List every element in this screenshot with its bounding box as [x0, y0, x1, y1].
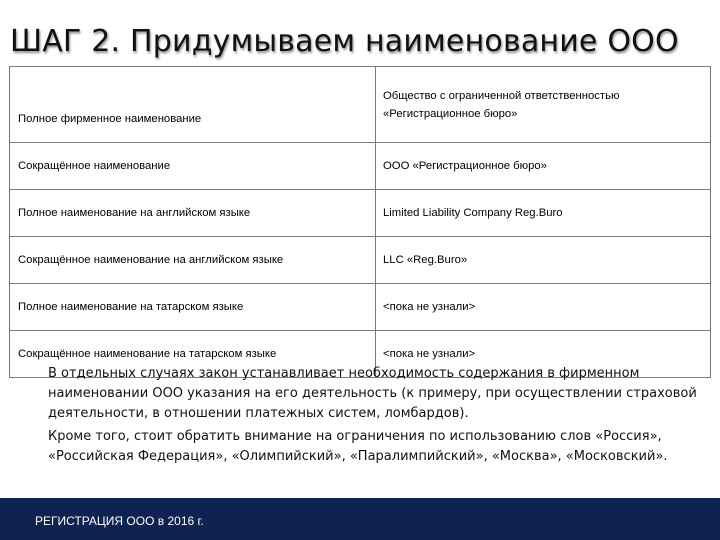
- row-label: Сокращённое наименование на английском языке: [10, 237, 376, 284]
- row-label: Полное наименование на английском языке: [10, 190, 376, 237]
- table-row: [10, 143, 711, 190]
- row-value: [376, 67, 711, 143]
- slide-title: ШАГ 2. Придумываем наименование ООО: [10, 24, 679, 59]
- notes-block: [48, 364, 716, 470]
- table-row: [10, 284, 711, 331]
- note-paragraph: В отдельных случаях закон устанавливает необходимость содержания в фирменном наименовании ООО указания на его деятельность (к примеру, при осуществлении страховой деятельности, в отношении платежных систем, ломбардов).: [48, 366, 697, 421]
- note-paragraph: Кроме того, стоит обратить внимание на ограничения по использованию слов «Россия», «Российская Федерация», «Олимпийский», «Паралимпийский», «Москва», «Московский».: [48, 429, 668, 464]
- row-value: <пока не узнали>: [376, 331, 711, 378]
- footer-text: РЕГИСТРАЦИЯ ООО в 2016 г.: [35, 514, 204, 528]
- table-row: [10, 190, 711, 237]
- footer-bar: [0, 498, 720, 540]
- row-value: ООО «Регистрационное бюро»: [376, 143, 711, 190]
- row-label: Полное фирменное наименование: [10, 67, 376, 143]
- table-row: [10, 67, 711, 143]
- row-label: Полное наименование на татарском языке: [10, 284, 376, 331]
- row-value-line: «Регистрационное бюро»: [383, 107, 518, 120]
- row-value: LLC «Reg.Buro»: [376, 237, 711, 284]
- row-label: Сокращённое наименование: [10, 143, 376, 190]
- row-value: <пока не узнали>: [376, 284, 711, 331]
- company-names-table: [9, 66, 711, 378]
- row-value-line: Общество с ограниченной ответственностью: [383, 89, 620, 102]
- table-row: [10, 237, 711, 284]
- row-label: Сокращённое наименование на татарском языке: [10, 331, 376, 378]
- row-value: Limited Liability Company Reg.Buro: [376, 190, 711, 237]
